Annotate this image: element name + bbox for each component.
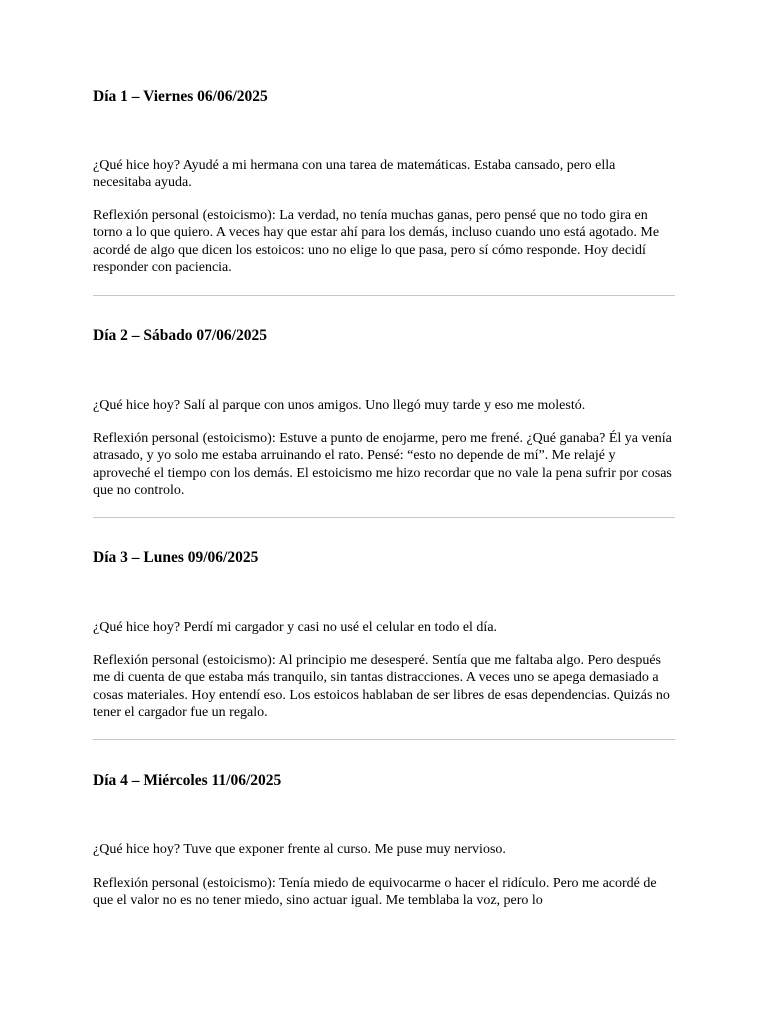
entry-question: ¿Qué hice hoy? Tuve que exponer frente al curso. Me puse muy nervioso. xyxy=(93,842,506,857)
entry-reflection: Reflexión personal (estoicismo): Tenía miedo de equivocarme o hacer el ridículo. Pero me acordé de que el valor no es no tener miedo, sino actuar igual. Me temblaba la voz, pero lo xyxy=(93,876,657,909)
entry-title: Día 2 – Sábado 07/06/2025 xyxy=(93,327,267,344)
entry-question: ¿Qué hice hoy? Ayudé a mi hermana con una tarea de matemáticas. Estaba cansado, pero ella necesitaba ayuda. xyxy=(93,158,616,190)
entry-title: Día 3 – Lunes 09/06/2025 xyxy=(93,549,259,566)
entry-divider xyxy=(93,295,675,296)
entry-title: Día 1 – Viernes 06/06/2025 xyxy=(93,88,268,105)
entry-title: Día 4 – Miércoles 11/06/2025 xyxy=(93,772,282,789)
entry-question: ¿Qué hice hoy? Perdí mi cargador y casi no usé el celular en todo el día. xyxy=(93,620,498,635)
entry-question: ¿Qué hice hoy? Salí al parque con unos amigos. Uno llegó muy tarde y eso me molestó. xyxy=(93,398,586,413)
entry-divider xyxy=(93,739,675,740)
entry-divider xyxy=(93,517,675,518)
entry-reflection: Reflexión personal (estoicismo): Estuve a punto de enojarme, pero me frené. ¿Qué ganaba? Él ya venía atrasado, y yo solo me estaba arruinando el rato. Pensé: “esto no depende de mí”. Me relajé y aproveché el tiempo con los demás. El estoicismo me hizo recordar que no vale la pena sufrir por cosas que no controlo. xyxy=(93,431,672,498)
entry-reflection: Reflexión personal (estoicismo): La verdad, no tenía muchas ganas, pero pensé que no todo gira en torno a lo que quiero. A veces hay que estar ahí para los demás, incluso cuando uno está agotado. Me acordé de algo que dicen los estoicos: uno no elige lo que pasa, pero sí cómo responde. Hoy decidí responder con paciencia. xyxy=(93,208,660,275)
entry-reflection: Reflexión personal (estoicismo): Al principio me desesperé. Sentía que me faltaba algo. Pero después me di cuenta de que estaba más tranquilo, sin tantas distracciones. A veces uno se apega demasiado a cosas materiales. Hoy entendí eso. Los estoicos hablaban de ser libres de esas dependencias. Quizás no tener el cargador fue un regalo. xyxy=(93,653,670,720)
